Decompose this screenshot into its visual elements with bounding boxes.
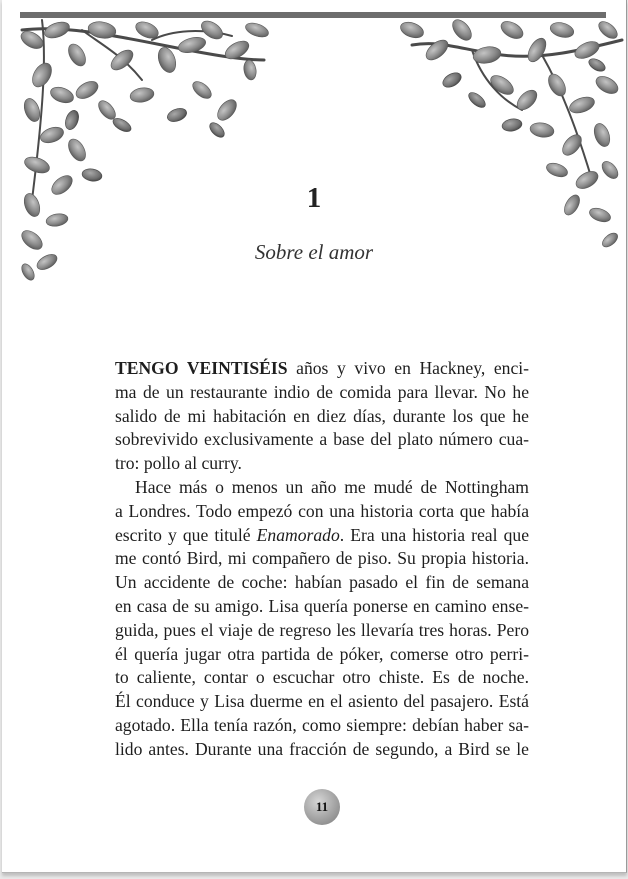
text-line: a Londres. Todo empezó con una historia corta que había — [115, 500, 529, 521]
text-line: me contó Bird, mi compañero de piso. Su propia historia. — [115, 548, 529, 569]
chapter-title: Sobre el amor — [254, 240, 374, 264]
text-line: en casa de su amigo. Lisa quería ponerse en camino ense- — [115, 595, 529, 616]
page-number-badge: 11 — [304, 789, 340, 825]
text-line: TENGO VEINTISÉIS años y vivo en Hackney, enci- — [115, 358, 530, 378]
text-line: Un accidente de coche: habían pasado el fin de semana — [115, 572, 529, 593]
text-line: to caliente, contar o escuchar otro chiste. Es de noche. — [115, 667, 529, 688]
text-line: ma de un restaurante indio de comida para llevar. No he — [115, 381, 529, 402]
text-line: él quería jugar otra partida de póker, comerse otro perri- — [115, 643, 529, 664]
text-line: Hace más o menos un año me mudé de Nottingham — [135, 476, 529, 497]
text-line: guida, pues el viaje de regreso les llevaría tres horas. Pero — [115, 619, 529, 640]
text-line: Él conduce y Lisa duerme en el asiento del pasajero. Está — [115, 691, 529, 712]
text-line: escrito y que titulé Enamorado. Era una historia real que — [115, 524, 529, 545]
chapter-body-text — [115, 357, 529, 762]
opening-words: TENGO VEINTISÉIS — [115, 358, 288, 378]
book-page — [2, 0, 627, 873]
story-title: Enamorado — [256, 524, 340, 545]
text-line: tro: pollo al curry. — [115, 453, 242, 474]
text-line: lido antes. Durante una fracción de segundo, a Bird se le — [115, 738, 529, 759]
text-line: agotado. Ella tenía razón, como siempre: debían haber sa- — [115, 714, 529, 735]
text-line: salido de mi habitación en diez días, durante los que he — [115, 405, 529, 426]
chapter-number: 1 — [306, 182, 322, 214]
text-line: sobrevivido exclusivamente a base del plato número cua- — [115, 429, 529, 450]
